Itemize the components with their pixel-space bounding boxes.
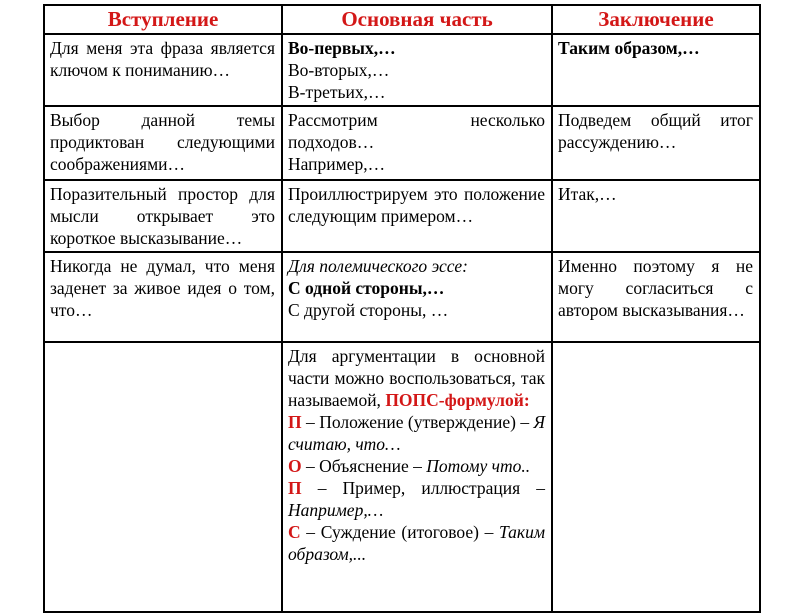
cell-paragraph — [558, 255, 753, 321]
table-cell — [44, 180, 282, 252]
table-cell — [44, 34, 282, 106]
header-row — [44, 5, 760, 34]
text-segment: Во-первых,… — [288, 38, 396, 58]
cell-paragraph — [288, 455, 545, 477]
table-cell — [552, 34, 760, 106]
cell-paragraph — [288, 299, 545, 321]
table-cell — [282, 342, 552, 612]
table-cell — [44, 106, 282, 180]
cell-paragraph — [288, 411, 545, 455]
cell-paragraph — [288, 37, 545, 59]
table-row — [44, 180, 760, 252]
text-segment: Никогда не думал, что меня заденет за живое идея о том, что… — [50, 256, 275, 320]
text-segment: Во-вторых,… — [288, 60, 390, 80]
text-segment: Таким образом,... — [288, 522, 545, 564]
text-segment: Для аргументации в основной части можно воспользоваться, так называемой, — [288, 346, 545, 410]
column-header-main-part: Основная часть — [282, 5, 552, 34]
table-cell — [282, 180, 552, 252]
column-header-conclusion: Заключение — [552, 5, 760, 34]
table-cell — [282, 106, 552, 180]
text-segment: – Объяснение – — [301, 456, 427, 476]
text-segment: Я считаю, что… — [288, 412, 545, 454]
table-cell — [282, 34, 552, 106]
text-segment: Итак,… — [558, 184, 617, 204]
table-cell — [552, 252, 760, 342]
text-segment: Именно поэтому я не могу согласиться с автором высказывания… — [558, 256, 753, 320]
cell-paragraph — [288, 183, 545, 227]
text-segment: Например,… — [288, 154, 386, 174]
cell-paragraph — [288, 345, 545, 411]
cell-paragraph — [288, 109, 545, 153]
text-segment: П — [288, 412, 302, 432]
cell-paragraph — [288, 277, 545, 299]
text-segment: – Пример, иллюстрация – — [301, 478, 545, 498]
text-segment: О — [288, 456, 302, 476]
table-cell — [552, 342, 760, 612]
cell-paragraph — [288, 255, 545, 277]
cell-paragraph — [558, 37, 753, 59]
text-segment: П — [288, 478, 302, 498]
cell-paragraph — [288, 477, 545, 521]
table-body — [44, 34, 760, 612]
text-segment: Рассмотрим несколько подходов… — [288, 110, 545, 152]
cell-paragraph — [558, 109, 753, 153]
text-segment: Подведем общий итог рассуждению… — [558, 110, 753, 152]
cell-paragraph — [558, 183, 753, 205]
table-row — [44, 252, 760, 342]
text-segment: В-третьих,… — [288, 82, 386, 102]
cell-paragraph — [50, 255, 275, 321]
cell-paragraph — [288, 81, 545, 103]
cell-paragraph — [50, 37, 275, 81]
cell-paragraph — [288, 59, 545, 81]
table-row — [44, 34, 760, 106]
text-segment: Поразительный простор для мысли открывает это короткое высказывание… — [50, 184, 275, 248]
text-segment: Например,… — [288, 500, 384, 520]
table-row — [44, 106, 760, 180]
text-segment: – Положение (утверждение) – — [301, 412, 534, 432]
text-segment: Потому что.. — [426, 456, 531, 476]
table-cell — [44, 342, 282, 612]
text-segment: Проиллюстрируем это положение следующим примером… — [288, 184, 545, 226]
column-header-introduction: Вступление — [44, 5, 282, 34]
text-segment: Для полемического эссе: — [288, 256, 468, 276]
text-segment: ПОПС-формулой: — [385, 390, 530, 410]
text-segment: С другой стороны, … — [288, 300, 449, 320]
table-cell — [552, 180, 760, 252]
table-row — [44, 342, 760, 612]
table-cell — [282, 252, 552, 342]
text-segment: Таким образом,… — [558, 38, 700, 58]
text-segment: – Суждение (итоговое) – — [300, 522, 500, 542]
cell-paragraph — [50, 109, 275, 175]
cell-paragraph — [288, 153, 545, 175]
text-segment: Выбор данной темы продиктован следующими соображениями… — [50, 110, 275, 174]
text-segment: С — [288, 522, 301, 542]
essay-structure-table — [43, 4, 761, 613]
cell-paragraph — [50, 183, 275, 249]
table-cell — [552, 106, 760, 180]
text-segment: С одной стороны,… — [288, 278, 445, 298]
table-cell — [44, 252, 282, 342]
cell-paragraph — [288, 521, 545, 565]
text-segment: Для меня эта фраза является ключом к пониманию… — [50, 38, 275, 80]
